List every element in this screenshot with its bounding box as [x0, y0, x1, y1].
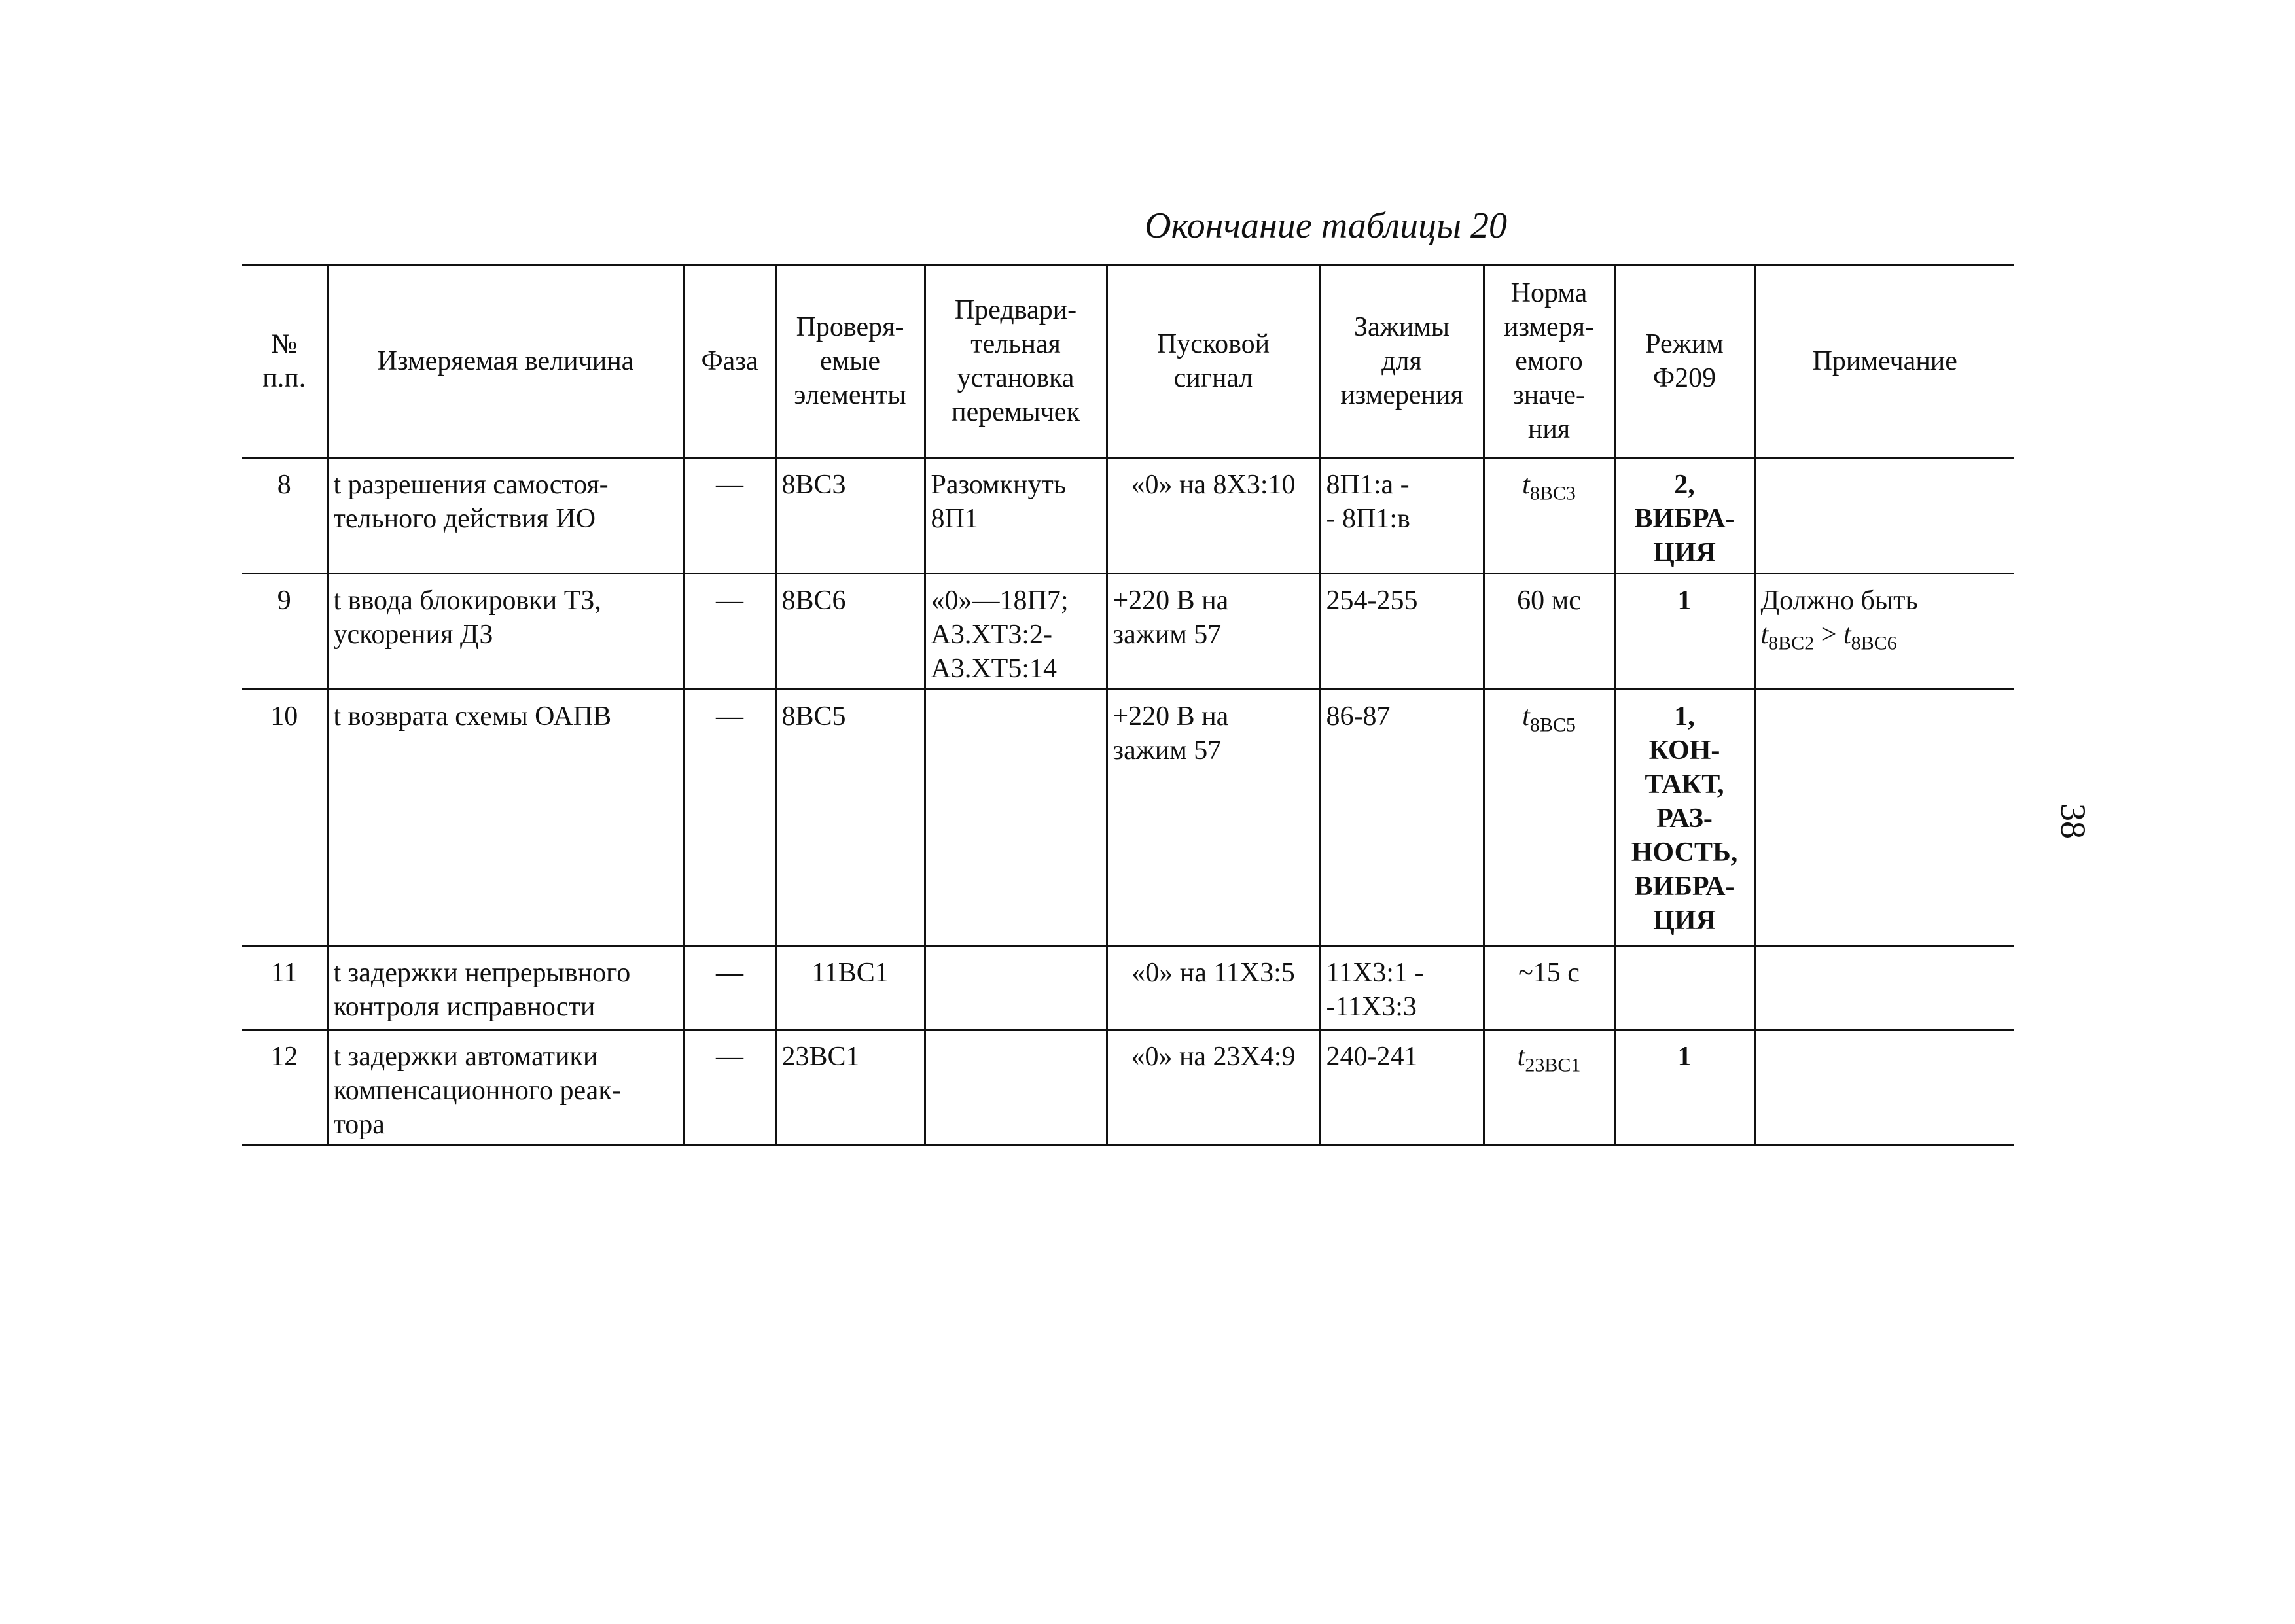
table-row	[242, 946, 2014, 1030]
cell-mode: 1	[1614, 1030, 1754, 1146]
header-note: Примечание	[1754, 265, 2014, 458]
cell-mode: 2, ВИБРА- ЦИЯ	[1614, 458, 1754, 574]
note-gt: >	[1814, 620, 1843, 650]
cell-clamps: 86-87	[1320, 690, 1484, 946]
norm-t: t	[1522, 701, 1530, 732]
cell-quantity: t возврата схемы ОАПВ	[327, 690, 684, 946]
cell-norm	[1484, 690, 1614, 946]
cell-mode: 1	[1614, 574, 1754, 690]
note-sub2: 8ВС6	[1851, 632, 1897, 654]
table-row	[242, 458, 2014, 574]
cell-phase: —	[684, 1030, 775, 1146]
page-number: 38	[2054, 803, 2093, 839]
cell-norm	[1484, 1030, 1614, 1146]
norm-t: t	[1517, 1042, 1525, 1072]
cell-note	[1754, 690, 2014, 946]
header-elements: Проверя- емые элементы	[775, 265, 925, 458]
table-row	[242, 1030, 2014, 1146]
cell-num: 10	[242, 690, 327, 946]
cell-norm: 60 мс	[1484, 574, 1614, 690]
cell-clamps: 240-241	[1320, 1030, 1484, 1146]
norm-sub: 23ВС1	[1525, 1054, 1581, 1076]
norm-t: t	[1522, 470, 1530, 500]
cell-jumpers: Разомкнуть 8П1	[925, 458, 1107, 574]
cell-phase: —	[684, 946, 775, 1030]
cell-num: 8	[242, 458, 327, 574]
header-quantity: Измеряемая величина	[327, 265, 684, 458]
cell-num: 12	[242, 1030, 327, 1146]
note-sub1: 8ВС2	[1768, 632, 1815, 654]
cell-elements: 8ВС3	[775, 458, 925, 574]
cell-quantity: t задержки непрерывного контроля исправности	[327, 946, 684, 1030]
cell-note	[1754, 1030, 2014, 1146]
table-row	[242, 690, 2014, 946]
note-t2: t	[1843, 620, 1851, 650]
cell-elements: 8ВС5	[775, 690, 925, 946]
header-norm: Норма измеря- емого значе- ния	[1484, 265, 1614, 458]
cell-mode	[1614, 946, 1754, 1030]
cell-quantity: t разрешения самостоя- тельного действия ИО	[327, 458, 684, 574]
cell-start-signal: +220 В на зажим 57	[1107, 690, 1320, 946]
header-mode: Режим Ф209	[1614, 265, 1754, 458]
cell-elements: 11ВС1	[775, 946, 925, 1030]
cell-phase: —	[684, 574, 775, 690]
norm-sub: 8ВС3	[1529, 482, 1576, 504]
cell-start-signal: «0» на 8Х3:10	[1107, 458, 1320, 574]
cell-norm	[1484, 458, 1614, 574]
cell-clamps: 254-255	[1320, 574, 1484, 690]
cell-num: 11	[242, 946, 327, 1030]
header-start-signal: Пусковой сигнал	[1107, 265, 1320, 458]
norm-sub: 8ВС5	[1529, 714, 1576, 736]
cell-note	[1754, 574, 2014, 690]
note-text: Должно быть	[1760, 586, 1918, 616]
note-t1: t	[1760, 620, 1769, 650]
cell-norm: ~15 с	[1484, 946, 1614, 1030]
table-row	[242, 574, 2014, 690]
cell-start-signal: +220 В на зажим 57	[1107, 574, 1320, 690]
cell-elements: 8ВС6	[775, 574, 925, 690]
cell-note	[1754, 946, 2014, 1030]
header-phase: Фаза	[684, 265, 775, 458]
cell-clamps: 11Х3:1 - -11Х3:3	[1320, 946, 1484, 1030]
cell-clamps: 8П1:а - - 8П1:в	[1320, 458, 1484, 574]
cell-quantity: t ввода блокировки ТЗ, ускорения ДЗ	[327, 574, 684, 690]
cell-mode: 1, КОН- ТАКТ, РАЗ- НОСТЬ, ВИБРА- ЦИЯ	[1614, 690, 1754, 946]
cell-jumpers: «0»—18П7; А3.ХТ3:2- А3.ХТ5:14	[925, 574, 1107, 690]
header-num: № п.п.	[242, 265, 327, 458]
cell-start-signal: «0» на 11Х3:5	[1107, 946, 1320, 1030]
cell-elements: 23ВС1	[775, 1030, 925, 1146]
cell-jumpers	[925, 946, 1107, 1030]
header-row	[242, 265, 2014, 458]
cell-note	[1754, 458, 2014, 574]
cell-quantity: t задержки автоматики компенсационного реак- тора	[327, 1030, 684, 1146]
cell-jumpers	[925, 690, 1107, 946]
header-clamps: Зажимы для измерения	[1320, 265, 1484, 458]
header-jumpers: Предвари- тельная установка перемычек	[925, 265, 1107, 458]
cell-phase: —	[684, 458, 775, 574]
cell-start-signal: «0» на 23Х4:9	[1107, 1030, 1320, 1146]
cell-num: 9	[242, 574, 327, 690]
cell-jumpers	[925, 1030, 1107, 1146]
measurement-table	[242, 264, 2014, 1146]
cell-phase: —	[684, 690, 775, 946]
